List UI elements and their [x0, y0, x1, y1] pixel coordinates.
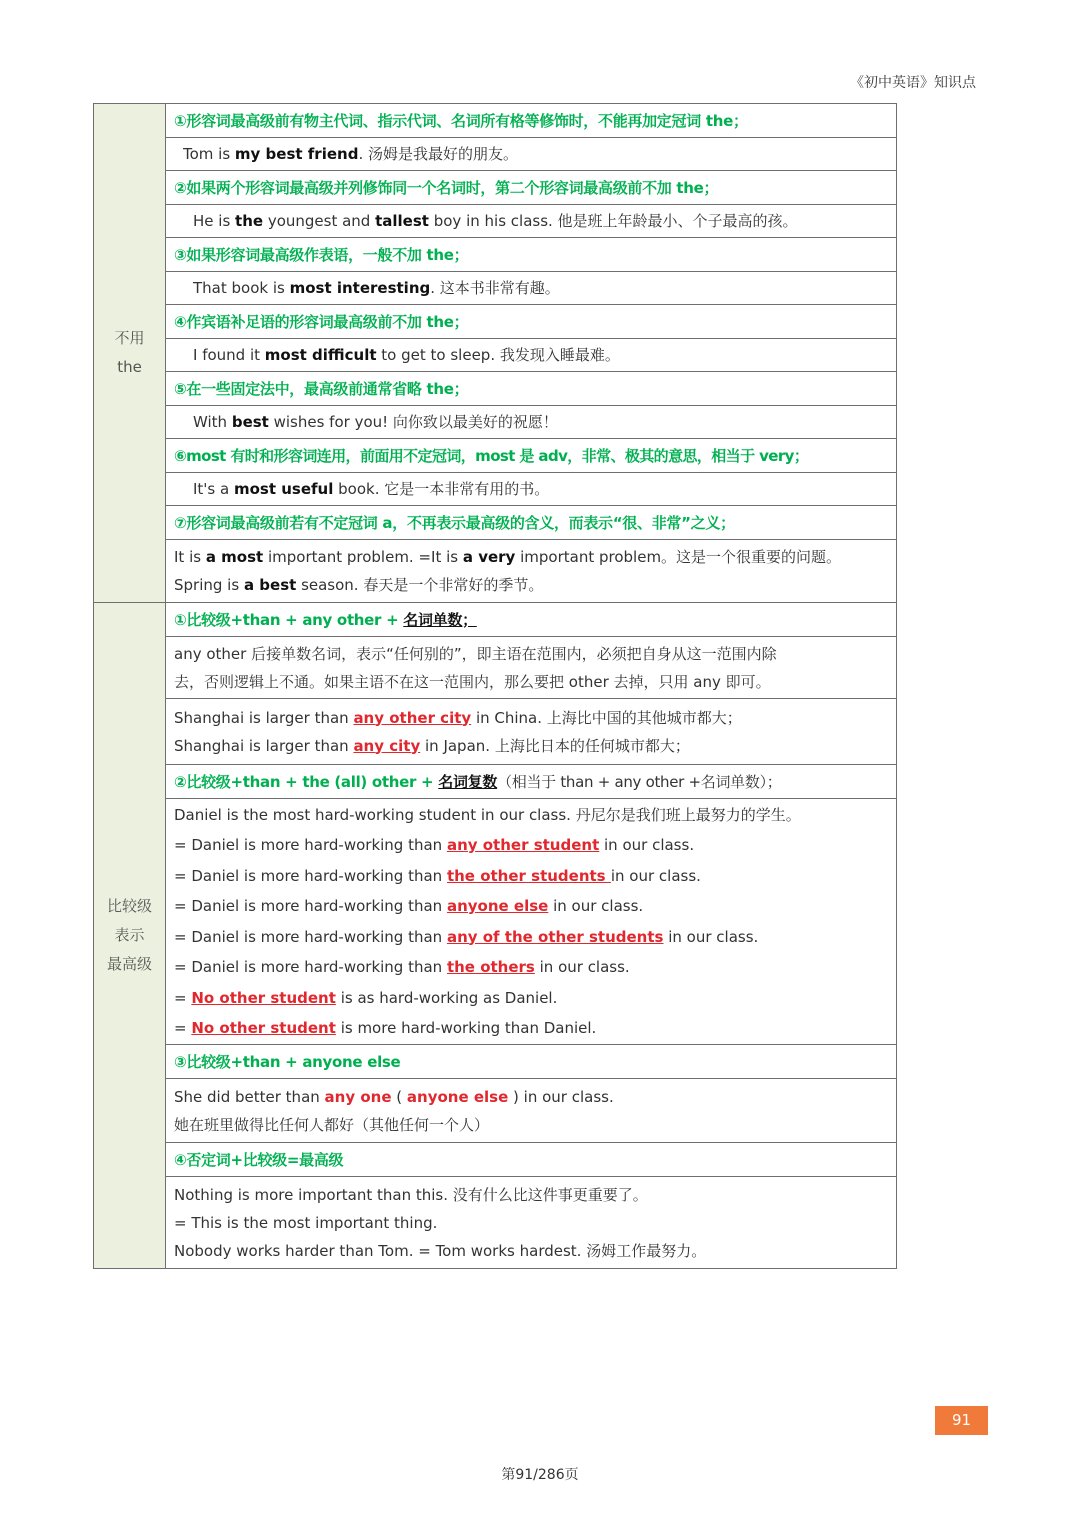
rule-row: ①比较级+than + any other + 名词单数；	[166, 603, 897, 637]
side-label-line: 最高级	[106, 955, 152, 973]
example-row: Tom is my best friend. 汤姆是我最好的朋友。	[166, 138, 897, 171]
document-header-title: 《初中英语》知识点	[850, 75, 976, 91]
grammar-table	[93, 103, 897, 1269]
rule-row: ②比较级+than + the (all) other + 名词复数（相当于 than + any other +名词单数）；	[166, 765, 897, 799]
example-row: He is the youngest and tallest boy in his class. 他是班上年龄最小、个子最高的孩。	[166, 205, 897, 238]
side-label-line: 比较级	[106, 897, 152, 915]
rule-row: ④作宾语补足语的形容词最高级前不加 the；	[166, 305, 897, 339]
rule-row: ③比较级+than + anyone else	[166, 1045, 897, 1079]
rule-row: ③如果形容词最高级作表语，一般不加 the；	[166, 238, 897, 272]
rule-row: ⑥most 有时和形容词连用，前面用不定冠词，most 是 adv，非常、极其的意思，相当于 very；	[166, 439, 897, 473]
side-label-comparative	[94, 603, 166, 1269]
example-row: I found it most difficult to get to sleep. 我发现入睡最难。	[166, 339, 897, 372]
rule-row: ①形容词最高级前有物主代词、指示代词、名词所有格等修饰时，不能再加定冠词 the；	[166, 104, 897, 138]
example-row: Nothing is more important than this. 没有什么比这件事更重要了。 = This is the most important thing. Nobody works harder than Tom. = Tom works hardest. 汤姆工作最努力。	[166, 1177, 897, 1269]
example-row: Shanghai is larger than any other city in China. 上海比中国的其他城市都大； Shanghai is larger than any city in Japan. 上海比日本的任何城市都大；	[166, 699, 897, 765]
rule-row: ⑤在一些固定法中，最高级前通常省略 the；	[166, 372, 897, 406]
note-row: any other 后接单数名词，表示“任何别的”，即主语在范围内，必须把自身从这一范围内除 去，否则逻辑上不通。如果主语不在这一范围内，那么要把 other 去掉，只用 any 即可。	[166, 637, 897, 699]
rule-row: ⑦形容词最高级前若有不定冠词 a，不再表示最高级的含义，而表示“很、非常”之义；	[166, 506, 897, 540]
example-row: It is a most important problem. =It is a very important problem。这是一个很重要的问题。 Spring is a best season. 春天是一个非常好的季节。	[166, 540, 897, 603]
example-row: That book is most interesting. 这本书非常有趣。	[166, 272, 897, 305]
page-number-badge: 91	[935, 1406, 988, 1435]
example-row: With best wishes for you! 向你致以最美好的祝愿！	[166, 406, 897, 439]
side-label-line: the	[117, 358, 142, 376]
side-label-line: 表示	[114, 926, 145, 944]
page-footer: 第91/286页	[501, 1467, 579, 1483]
example-row: Daniel is the most hard-working student in our class. 丹尼尔是我们班上最努力的学生。 = Daniel is more hard-working than any other student in our class. = Daniel is more hard-working than the other students in our class. = Daniel is more hard-working than anyone else in our class. = Daniel is more hard-working than any of the other students in our class. = Daniel is more hard-working than the others in our class. = No other student is as hard-working as Daniel. = No other student is more hard-working than Daniel.	[166, 799, 897, 1045]
rule-row: ④否定词+比较级=最高级	[166, 1143, 897, 1177]
side-label-no-the	[94, 104, 166, 603]
rule-row: ②如果两个形容词最高级并列修饰同一个名词时，第二个形容词最高级前不加 the；	[166, 171, 897, 205]
example-row: It's a most useful book. 它是一本非常有用的书。	[166, 473, 897, 506]
example-row: She did better than any one ( anyone else ) in our class. 她在班里做得比任何人都好（其他任何一个人）	[166, 1079, 897, 1143]
side-label-line: 不用	[114, 329, 145, 347]
